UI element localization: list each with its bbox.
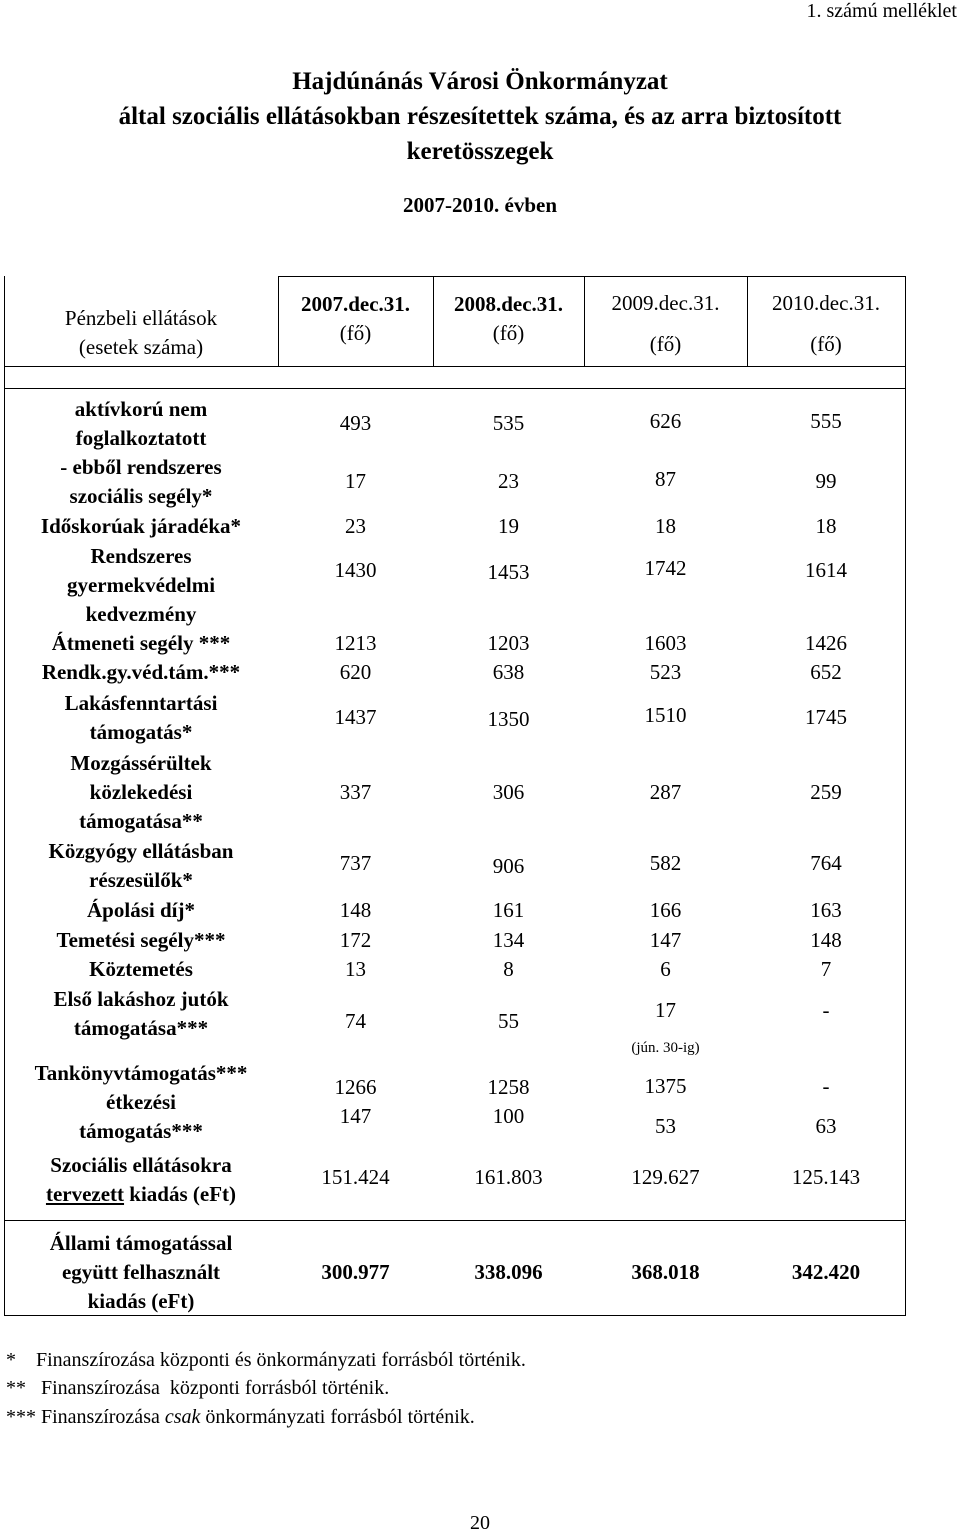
cell-value: 652 — [810, 660, 842, 684]
header-year-2007 — [278, 290, 433, 348]
cell-value: 147 — [649, 928, 682, 952]
label-line: Átmeneti segély *** — [51, 631, 231, 655]
table-cell: 148 — [339, 897, 372, 922]
label-line: kiadás (eFt) — [87, 1288, 195, 1313]
label-line: Mozgássérültek — [70, 750, 212, 775]
header-year-2008 — [433, 290, 584, 348]
footnote-2: ** Finanszírozása központi forrásból történik. — [6, 1377, 390, 1399]
table-cell — [747, 628, 905, 688]
table-cell: 151.424 — [321, 1164, 390, 1189]
footnote-3 — [6, 1403, 475, 1431]
table-cell — [433, 628, 584, 688]
footnote-3-start: *** Finanszírozása — [6, 1406, 165, 1428]
cell-value: 1203 — [487, 631, 530, 655]
table-cell: 337 — [339, 779, 372, 804]
table-cell: 1614 — [805, 557, 847, 582]
cell-value: 53 — [655, 1113, 676, 1138]
cell-value: 1426 — [805, 631, 847, 655]
page-number: 20 — [470, 1512, 490, 1534]
label-line: támogatás* — [89, 720, 193, 744]
table-cell: 737 — [339, 850, 372, 875]
table-cell: 23 — [345, 513, 366, 538]
row-label-temetesi-segely — [4, 925, 278, 985]
row-label-atmeneti-segely — [4, 628, 278, 688]
table-cell: 161 — [492, 897, 525, 922]
cell-value: 1603 — [644, 631, 687, 655]
row-label-elso-lakas — [4, 984, 278, 1044]
label-line: Tankönyvtámogatás*** — [34, 1060, 248, 1085]
row-label-lakasfenntartasi — [4, 688, 278, 748]
table-cell — [584, 628, 747, 688]
table-cell: 1350 — [487, 706, 530, 731]
label-line: Közgyógy ellátásban — [48, 839, 234, 863]
table-cell — [584, 925, 747, 985]
title-line: Hajdúnánás Városi Önkormányzat — [292, 68, 668, 95]
table-cell — [278, 925, 433, 985]
table-cell: 87 — [655, 466, 676, 491]
footnote-3-end: önkormányzati forrásból történik. — [200, 1406, 475, 1428]
label-line: támogatása*** — [73, 1016, 209, 1040]
cell-value: 100 — [492, 1104, 525, 1128]
header-year-unit: (fő) — [649, 332, 682, 356]
table-cell: 17 — [655, 997, 676, 1022]
table-cell: 99 — [815, 468, 837, 493]
cell-value: 148 — [810, 928, 842, 952]
table-cell: 1510 — [644, 702, 687, 727]
table-cell: - — [822, 997, 830, 1022]
label-line: Első lakáshoz jutók — [53, 987, 229, 1011]
table-cell: 493 — [339, 410, 372, 435]
label-line: étkezési — [106, 1089, 176, 1114]
footnote-3-emphasis: csak — [164, 1406, 201, 1428]
label-line: Lakásfenntartási — [64, 691, 218, 715]
title-line: által szociális ellátásokban részesítettek száma, és az arra biztosított — [118, 103, 842, 130]
label-line: támogatása** — [79, 808, 203, 833]
row-label-gyermekvedelmi — [4, 541, 278, 629]
cell-value: 1266 — [334, 1075, 377, 1099]
cell-value: 8 — [503, 957, 514, 981]
table-cell: 259 — [810, 779, 842, 804]
row-label-kozgyogy — [4, 836, 278, 896]
row-label-idoskoruak: Időskorúak járadéka* — [40, 513, 242, 538]
table-cell: 161.803 — [474, 1164, 543, 1189]
row-label-apolasi-dij: Ápolási díj* — [87, 897, 195, 922]
table-cell: 129.627 — [631, 1164, 700, 1189]
table-cell-note: (jún. 30-ig) — [631, 1040, 700, 1056]
table-cell — [278, 1072, 433, 1132]
table-cell: 166 — [649, 897, 682, 922]
table-cell — [747, 1070, 905, 1142]
cell-value: 1375 — [644, 1073, 687, 1098]
table-cell: 55 — [498, 1008, 519, 1033]
cell-value: 1258 — [487, 1075, 530, 1099]
cell-value: 523 — [649, 660, 682, 684]
header-year-2010 — [747, 287, 905, 361]
annex-label: 1. számú melléklet — [806, 0, 957, 22]
table-cell: 555 — [810, 408, 842, 433]
label-line: közlekedési — [89, 779, 193, 804]
cell-value: 147 — [339, 1104, 372, 1128]
table-cell: 582 — [649, 850, 682, 875]
table-cell — [747, 925, 905, 985]
header-label: Pénzbeli ellátások — [64, 306, 218, 330]
row-divider — [4, 366, 906, 367]
label-line: szociális segély* — [69, 484, 213, 508]
header-year-unit: (fő) — [810, 332, 842, 356]
label-line: kedvezmény — [85, 601, 197, 626]
table-cell: 23 — [498, 468, 519, 493]
table-border-right — [905, 276, 906, 1316]
table-cell: 19 — [498, 513, 519, 538]
cell-value: - — [822, 1073, 830, 1098]
header-year-2009 — [584, 287, 747, 361]
cell-value: 620 — [339, 660, 372, 684]
table-cell: 287 — [649, 779, 682, 804]
label-rest: kiadás (eFt) — [124, 1182, 237, 1206]
cell-value: 638 — [492, 660, 525, 684]
label-line — [46, 1180, 236, 1209]
label-line: foglalkoztatott — [75, 426, 207, 450]
header-year-date: 2008.dec.31. — [453, 292, 564, 316]
header-label: (esetek száma) — [78, 335, 204, 359]
cell-value: 7 — [820, 957, 832, 981]
label-line: együtt felhasznált — [61, 1259, 221, 1284]
label-line: aktívkorú nem — [74, 397, 208, 421]
header-year-date: 2010.dec.31. — [772, 291, 880, 315]
header-year-unit: (fő) — [339, 321, 372, 345]
table-cell: 764 — [810, 850, 842, 875]
table-cell: 163 — [810, 897, 842, 922]
table-cell: 1742 — [644, 555, 687, 580]
label-line: Állami támogatással — [49, 1230, 233, 1255]
header-year-date: 2007.dec.31. — [300, 292, 411, 316]
row-divider — [4, 1220, 906, 1221]
cell-value: 172 — [339, 928, 372, 952]
label-underlined: tervezett — [45, 1182, 125, 1206]
table-cell: 1437 — [334, 704, 377, 729]
table-cell: 338.096 — [474, 1259, 543, 1284]
label-line: Köztemetés — [89, 957, 193, 981]
cell-value: 134 — [492, 928, 525, 952]
table-cell: 1430 — [334, 557, 377, 582]
table-border-top — [278, 276, 906, 277]
label-line: - ebből rendszeres — [60, 455, 222, 479]
label-line: támogatás*** — [79, 1118, 203, 1143]
label-line: Rendszeres — [90, 543, 192, 568]
label-line: Rendk.gy.véd.tám.*** — [41, 660, 241, 684]
table-cell: 535 — [492, 410, 525, 435]
row-label-tankonyvtamogatas — [4, 1058, 278, 1146]
table-cell: 17 — [345, 468, 366, 493]
header-year-unit: (fő) — [492, 321, 525, 345]
footnote-1: * Finanszírozása központi és önkormányzati forrásból történik. — [6, 1349, 526, 1371]
table-cell — [433, 925, 584, 985]
cell-value: 1213 — [334, 631, 377, 655]
table-cell: 368.018 — [631, 1259, 700, 1284]
header-year-date: 2009.dec.31. — [611, 291, 720, 315]
table-cell: 74 — [345, 1008, 366, 1033]
table-cell: 18 — [815, 513, 837, 538]
table-cell — [433, 1072, 584, 1132]
row-label-mozgasserultek — [4, 748, 278, 836]
table-cell: 1745 — [805, 704, 847, 729]
table-cell: 306 — [492, 779, 525, 804]
label-line: Szociális ellátásokra — [50, 1153, 232, 1177]
cell-value: 13 — [345, 957, 366, 981]
row-label-rendszeres-segely — [4, 452, 278, 512]
table-cell: 125.143 — [791, 1164, 861, 1189]
row-label-allami-tamogatas — [4, 1228, 278, 1316]
cell-value: 63 — [815, 1113, 837, 1138]
table-cell — [584, 1070, 747, 1142]
row-divider — [4, 388, 906, 389]
table-cell: 300.977 — [321, 1259, 390, 1284]
title-line: keretösszegek — [406, 138, 554, 165]
header-label-cell — [4, 300, 278, 366]
label-line: részesülők* — [89, 868, 193, 892]
row-label-aktiv — [4, 394, 278, 454]
row-label-tervezett-kiadas — [4, 1150, 278, 1210]
document-subtitle: 2007-2010. évben — [403, 193, 557, 217]
table-cell: 626 — [649, 408, 682, 433]
table-cell: 1453 — [487, 559, 530, 584]
label-line: gyermekvédelmi — [66, 572, 216, 597]
table-cell: 906 — [492, 853, 525, 878]
table-cell: 342.420 — [791, 1259, 861, 1284]
cell-value: 6 — [660, 957, 671, 981]
table-cell: 18 — [655, 513, 676, 538]
table-cell — [278, 628, 433, 688]
label-line: Temetési segély*** — [56, 928, 226, 952]
